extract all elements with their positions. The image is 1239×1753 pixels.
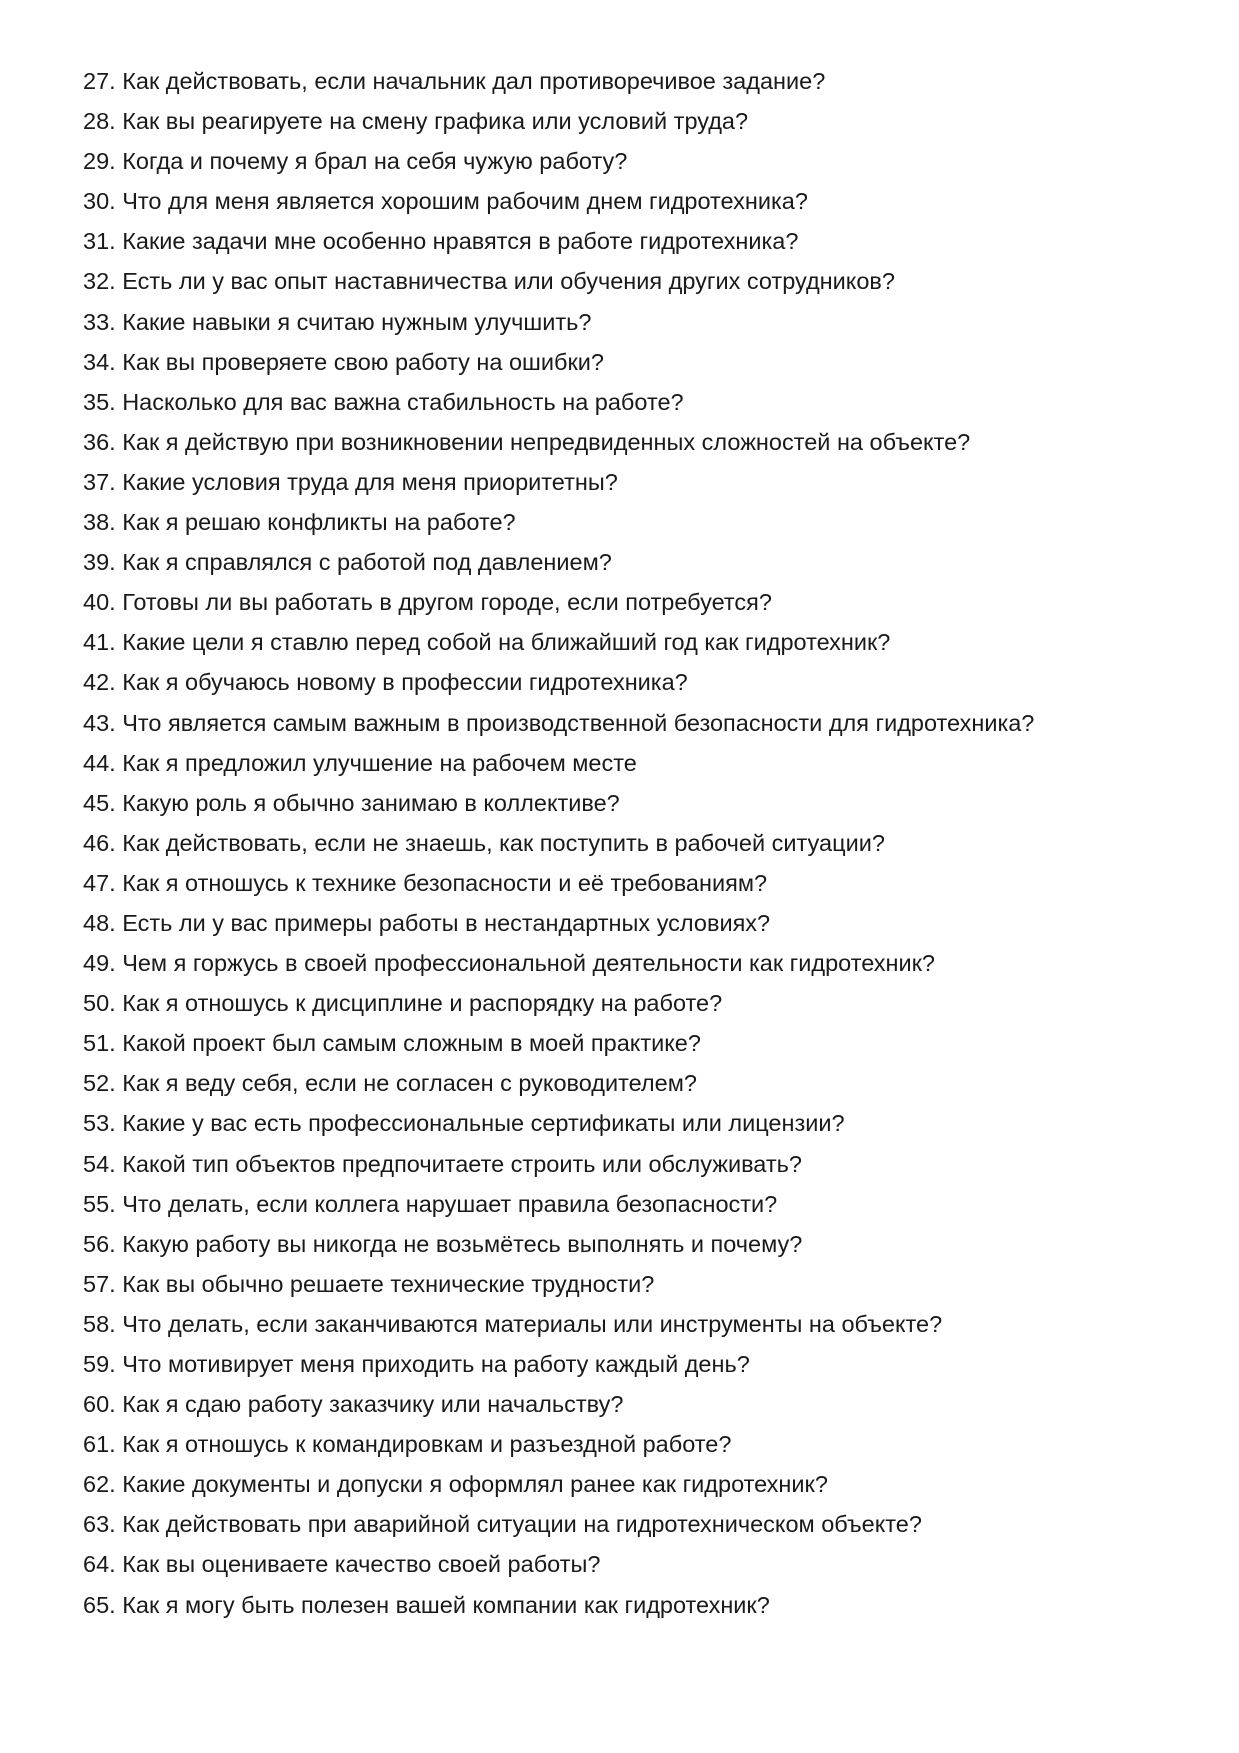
question-text: Что делать, если заканчиваются материалы или инструменты на объекте? (122, 1310, 943, 1337)
question-number: 45. (83, 789, 116, 816)
question-text: Когда и почему я брал на себя чужую работу? (122, 148, 628, 175)
question-text: Какие цели я ставлю перед собой на ближайший год как гидротехник? (122, 629, 891, 656)
question-item (83, 422, 1034, 462)
question-text: Как я обучаюсь новому в профессии гидротехника? (122, 669, 688, 696)
question-number: 53. (83, 1110, 116, 1137)
question-text: Что для меня является хорошим рабочим днем гидротехника? (122, 188, 808, 215)
question-number: 64. (83, 1551, 116, 1578)
question-item (83, 1544, 1034, 1584)
question-number: 49. (83, 950, 116, 977)
question-item (83, 903, 1034, 943)
question-item (83, 1464, 1034, 1504)
question-item (83, 943, 1034, 983)
question-item (83, 743, 1034, 783)
question-item (83, 582, 1034, 622)
question-text: Как я могу быть полезен вашей компании как гидротехник? (122, 1591, 770, 1618)
question-text: Есть ли у вас примеры работы в нестандартных условиях? (122, 909, 771, 936)
question-number: 30. (83, 188, 116, 215)
question-text: Как я предложил улучшение на рабочем месте (122, 749, 637, 776)
question-text: Как я действую при возникновении непредвиденных сложностей на объекте? (122, 428, 971, 455)
question-number: 60. (83, 1391, 116, 1418)
question-item (83, 1504, 1034, 1544)
question-item (83, 342, 1034, 382)
question-item (83, 221, 1034, 261)
question-number: 52. (83, 1070, 116, 1097)
question-number: 27. (83, 68, 116, 94)
question-text: Насколько для вас важна стабильность на работе? (122, 388, 684, 415)
question-item (83, 863, 1034, 903)
question-item (83, 101, 1034, 141)
question-number: 65. (83, 1591, 116, 1618)
question-item (83, 1144, 1034, 1184)
question-item (83, 181, 1034, 221)
question-number: 50. (83, 990, 116, 1017)
question-item (83, 1344, 1034, 1384)
question-text: Как я решаю конфликты на работе? (122, 509, 516, 536)
question-number: 47. (83, 869, 116, 896)
question-number: 44. (83, 749, 116, 776)
question-item (83, 1264, 1034, 1304)
question-number: 56. (83, 1230, 116, 1257)
question-item (83, 1023, 1034, 1063)
question-text: Что мотивирует меня приходить на работу каждый день? (122, 1351, 750, 1377)
question-text: Какие задачи мне особенно нравятся в работе гидротехника? (122, 228, 799, 255)
question-item (83, 1224, 1034, 1264)
question-item (83, 61, 1034, 101)
question-text: Как действовать, если не знаешь, как поступить в рабочей ситуации? (122, 829, 885, 856)
question-text: Как вы проверяете свою работу на ошибки? (122, 348, 604, 375)
question-number: 31. (83, 228, 116, 255)
question-text: Как я веду себя, если не согласен с руководителем? (122, 1070, 697, 1097)
question-item (83, 823, 1034, 863)
question-number: 55. (83, 1190, 116, 1217)
question-number: 46. (83, 829, 116, 856)
question-number: 36. (83, 428, 116, 455)
question-text: Какой тип объектов предпочитаете строить или обслуживать? (122, 1150, 802, 1177)
question-text: Как вы оцениваете качество своей работы? (122, 1551, 601, 1578)
question-number: 29. (83, 148, 116, 175)
question-number: 61. (83, 1431, 116, 1458)
question-number: 42. (83, 669, 116, 696)
question-item (83, 662, 1034, 702)
question-text: Как я сдаю работу заказчику или начальству? (122, 1391, 624, 1418)
question-number: 59. (83, 1351, 116, 1377)
question-item (83, 1424, 1034, 1464)
question-number: 34. (83, 348, 116, 375)
question-text: Готовы ли вы работать в другом городе, если потребуется? (122, 589, 772, 616)
question-text: Какие документы и допуски я оформлял ранее как гидротехник? (122, 1471, 828, 1498)
question-item (83, 1585, 1034, 1625)
question-number: 40. (83, 589, 116, 616)
question-number: 63. (83, 1511, 116, 1538)
question-text: Что является самым важным в производственной безопасности для гидротехника? (122, 709, 1035, 736)
question-number: 33. (83, 308, 116, 335)
question-list (83, 61, 1034, 1625)
question-item (83, 302, 1034, 342)
question-number: 28. (83, 108, 116, 135)
question-text: Какую роль я обычно занимаю в коллективе? (122, 789, 620, 816)
question-number: 48. (83, 909, 116, 936)
question-number: 43. (83, 709, 116, 736)
question-text: Какую работу вы никогда не возьмётесь выполнять и почему? (122, 1230, 803, 1257)
question-text: Какие условия труда для меня приоритетны? (122, 468, 618, 495)
question-text: Что делать, если коллега нарушает правила безопасности? (122, 1190, 778, 1217)
question-text: Чем я горжусь в своей профессиональной деятельности как гидротехник? (122, 950, 935, 977)
question-number: 39. (83, 549, 116, 576)
question-item (83, 703, 1034, 743)
question-item (83, 622, 1034, 662)
question-item (83, 542, 1034, 582)
question-number: 57. (83, 1270, 116, 1297)
question-number: 32. (83, 268, 116, 295)
question-item (83, 261, 1034, 301)
question-item (83, 141, 1034, 181)
question-text: Как вы реагируете на смену графика или условий труда? (122, 108, 749, 135)
question-item (83, 382, 1034, 422)
question-text: Как я отношусь к дисциплине и распорядку на работе? (122, 990, 723, 1017)
question-text: Какие навыки я считаю нужным улучшить? (122, 308, 592, 335)
question-text: Какой проект был самым сложным в моей практике? (122, 1030, 701, 1057)
question-item (83, 1384, 1034, 1424)
question-text: Как я отношусь к технике безопасности и её требованиям? (122, 869, 768, 896)
question-item (83, 502, 1034, 542)
question-text: Как действовать, если начальник дал противоречивое задание? (122, 68, 826, 94)
question-number: 62. (83, 1471, 116, 1498)
question-text: Как действовать при аварийной ситуации на гидротехническом объекте? (122, 1511, 922, 1538)
question-item (83, 983, 1034, 1023)
question-number: 37. (83, 468, 116, 495)
question-number: 58. (83, 1310, 116, 1337)
question-number: 38. (83, 509, 116, 536)
question-item (83, 1184, 1034, 1224)
question-number: 41. (83, 629, 116, 656)
question-item (83, 783, 1034, 823)
question-item (83, 1063, 1034, 1103)
question-number: 51. (83, 1030, 116, 1057)
question-item (83, 462, 1034, 502)
question-number: 35. (83, 388, 116, 415)
question-item (83, 1304, 1034, 1344)
question-item (83, 1103, 1034, 1143)
question-text: Как я отношусь к командировкам и разъездной работе? (122, 1431, 732, 1458)
question-text: Какие у вас есть профессиональные сертификаты или лицензии? (122, 1110, 845, 1137)
question-text: Как я справлялся с работой под давлением? (122, 549, 612, 576)
question-text: Как вы обычно решаете технические трудности? (122, 1270, 655, 1297)
question-text: Есть ли у вас опыт наставничества или обучения других сотрудников? (122, 268, 895, 295)
question-number: 54. (83, 1150, 116, 1177)
